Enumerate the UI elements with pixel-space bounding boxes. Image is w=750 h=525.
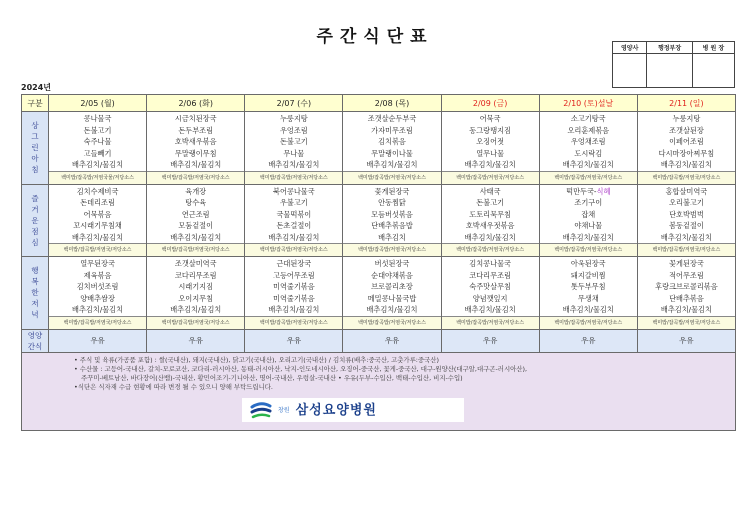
dish-list xyxy=(540,257,637,316)
dish-item: 숙주나물 xyxy=(83,137,112,146)
dish-item: 양배추쌈장 xyxy=(80,293,115,303)
dish-list xyxy=(540,185,637,244)
dish-item: 배추김치/물김치 xyxy=(170,232,222,242)
dish-item: 배추김치/물김치 xyxy=(366,160,418,169)
meal-label-char: 그 xyxy=(31,132,39,142)
dish-item: 열무된장국 xyxy=(80,259,115,268)
day-header: 2/08 (목) xyxy=(343,95,441,112)
dish-item: 무말랭이나물 xyxy=(371,148,413,158)
dish-list xyxy=(540,112,637,171)
day-header: 2/09 (금) xyxy=(441,95,539,112)
meal-cell xyxy=(343,112,441,185)
dish-item: 배추김치/물김치 xyxy=(170,160,222,169)
dish-item: 홍합살미역국 xyxy=(665,186,708,196)
dish-item: 미역줄기볶음 xyxy=(273,293,315,303)
dish-item: 우엉채조림 xyxy=(570,137,606,146)
dish-list xyxy=(343,112,440,171)
dish-item: 배추김치/물김치 xyxy=(72,305,124,314)
dish-list xyxy=(442,257,539,316)
notes-cell xyxy=(22,352,736,430)
snack-cell: 우유 xyxy=(637,329,735,352)
dish-item: 배추김치/물김치 xyxy=(72,160,124,169)
meal-label-char: 거 xyxy=(31,204,39,214)
meal-label-char: 운 xyxy=(31,215,39,225)
day-header: 2/07 (수) xyxy=(245,95,343,112)
meal-cell xyxy=(539,184,637,257)
dish-item: 배추김치/물김치 xyxy=(366,305,418,314)
dish-item: 배추김치/물김치 xyxy=(660,232,712,242)
origin-note: •식단은 식자재 수급 현황에 따라 변경 될 수 있으니 양해 부탁드립니다. xyxy=(74,383,273,392)
meal-label-char: 상 xyxy=(31,121,39,131)
dish-item: 양념깻잎지 xyxy=(472,293,508,303)
meal-cell xyxy=(343,184,441,257)
meal-label-char: 복 xyxy=(31,277,39,287)
meal-cell xyxy=(441,184,539,257)
meal-cell xyxy=(637,184,735,257)
dish-item: 배추김치/물김치 xyxy=(268,232,320,242)
dish-item: 버섯된장국 xyxy=(374,259,410,268)
dish-item: 사태국 xyxy=(479,186,501,196)
dish-item: 꽃게된장국 xyxy=(374,186,410,196)
snack-cell: 우유 xyxy=(343,329,441,352)
dish-item: 숙주맛살무침 xyxy=(469,282,511,291)
day-header: 2/05 (월) xyxy=(49,95,147,112)
dish-item: 조갯살미역국 xyxy=(174,259,217,268)
nutrition-note: 백미밥/잡곡밥/저염국/저당소스 xyxy=(147,316,244,329)
header-label: 구분 xyxy=(22,95,49,112)
dish-text: 떡만두국- xyxy=(566,186,597,196)
dish-list xyxy=(49,257,146,316)
dish-item: 김치볶음 xyxy=(378,137,406,146)
logo-sub-text: 창원 xyxy=(278,406,290,414)
dish-list xyxy=(49,185,146,244)
page-title: 주간식단표 xyxy=(316,27,434,47)
dish-item: 우엉조림 xyxy=(279,125,308,135)
dish-item: 고등어무조림 xyxy=(273,270,315,280)
dish-item: 단호박범벅 xyxy=(669,209,704,219)
snack-cell: 우유 xyxy=(147,329,245,352)
day-header: 2/06 (화) xyxy=(147,95,245,112)
snack-label xyxy=(22,329,49,352)
dish-item: 도토리묵무침 xyxy=(469,209,511,219)
dish-list xyxy=(49,112,146,171)
menu-table xyxy=(21,94,736,431)
meal-label xyxy=(22,112,49,185)
dish-item: 어묵볶음 xyxy=(83,209,112,219)
nutrition-note: 백미밥/잡곡밥/저염국/저당소스 xyxy=(49,316,146,329)
dish-item: 배추김치/물김치 xyxy=(170,305,222,314)
nutrition-note: 백미밥/잡곡밥/저염국/저당소스 xyxy=(245,243,342,256)
dish-item: 시금치된장국 xyxy=(174,114,217,123)
dish-item: 톳두부무침 xyxy=(570,282,606,291)
dish-item: 단배추볶음밥 xyxy=(371,221,413,230)
dish-item: 배추김치/물김치 xyxy=(464,305,516,314)
nutrition-note: 백미밥/잡곡밥/저염국/저당소스 xyxy=(49,243,146,256)
origin-note: 주꾸미-베트남산, 바다장어(산뱀)-국내산, 황민어조기-기니아산, 명어-국내산, 우렁살-국내산 • 우유(두부-수입산, 백태-수입산, 비지-수입) xyxy=(81,373,463,382)
dish-item: 배추김치/물김치 xyxy=(562,160,614,169)
dish-item: 우불고기 xyxy=(279,198,308,207)
dish-item: 연근조림 xyxy=(181,209,210,219)
year-label: 2024년 xyxy=(21,83,51,92)
dish-item: 오이지무침 xyxy=(178,293,214,303)
meal-label-char: 점 xyxy=(31,226,39,236)
dish-item: 야채나물 xyxy=(574,221,603,230)
dish-item: 배추김치/물김치 xyxy=(464,160,516,169)
dish-item: 봄동겉절이 xyxy=(669,221,704,230)
hospital-name: 삼성요양병원 xyxy=(295,402,377,418)
meal-cell xyxy=(147,112,245,185)
dish-item: 메밀콩나물국밥 xyxy=(367,293,417,303)
signature-box xyxy=(613,54,647,88)
dish-item: 후랑크브로콜리볶음 xyxy=(655,282,718,291)
dish-item: 배추김치/물김치 xyxy=(660,160,712,169)
snack-cell: 우유 xyxy=(245,329,343,352)
dish-item: 조기구이 xyxy=(574,198,603,207)
dish-item: 배추김치/물김치 xyxy=(562,305,614,314)
dish-list xyxy=(147,257,244,316)
meal-cell xyxy=(637,112,735,185)
dish-item: 다시마장아찌무침 xyxy=(658,148,715,158)
meal-label-char: 즐 xyxy=(31,193,39,203)
dish-highlight: 식혜 xyxy=(596,186,611,196)
dish-item: 누룽지탕 xyxy=(672,114,701,123)
dish-list xyxy=(343,185,440,244)
meal-cell xyxy=(245,184,343,257)
dish-item: 아욱된장국 xyxy=(570,259,606,268)
dish-item xyxy=(540,186,637,198)
meal-label-char: 행 xyxy=(31,266,39,276)
origin-note: • 주식 및 육류(가공품 포함) : 쌀(국내산), 돼지(국내산), 닭고기(국내산), 오리고기(국내산) / 김치류(배추:중국산, 고춧가루:중국산) xyxy=(74,355,439,364)
dish-item: 돈불고기 xyxy=(83,125,112,135)
meal-label-char: 녁 xyxy=(31,310,39,320)
snack-cell: 우유 xyxy=(441,329,539,352)
meal-label xyxy=(22,257,49,330)
meal-cell xyxy=(245,112,343,185)
dish-item: 호박새우볶음 xyxy=(174,137,217,146)
dish-item: 배추김치/물김치 xyxy=(72,232,124,242)
nutrition-note: 백미밥/잡곡밥/저염국/저당소스 xyxy=(442,243,539,256)
nutrition-note: 백미밥/잡곡밥/저염국/저당소스 xyxy=(343,171,440,184)
nutrition-note: 백미밥/잡곡밥/저염국/저당소스 xyxy=(147,171,244,184)
dish-list xyxy=(638,112,735,171)
dish-item: 육개장 xyxy=(185,186,207,196)
meal-row xyxy=(22,257,736,330)
dish-item: 무생채 xyxy=(577,293,599,303)
dish-item: 근대된장국 xyxy=(276,259,312,268)
nutrition-note: 백미밥/잡곡밥/저염국/저당소스 xyxy=(540,316,637,329)
nutrition-note: 백미밥/잡곡밥/저염국/저당소스 xyxy=(343,243,440,256)
meal-cell xyxy=(539,112,637,185)
signature-label: 행정부장 xyxy=(647,42,692,54)
dish-item: 시래기지짐 xyxy=(178,282,214,291)
snack-cell: 우유 xyxy=(49,329,147,352)
dish-item: 돈불고기 xyxy=(279,137,308,146)
day-header: 2/10 (토)설날 xyxy=(539,95,637,112)
day-header: 2/11 (일) xyxy=(637,95,735,112)
dish-item: 배추김치/물김치 xyxy=(464,232,516,242)
meal-cell xyxy=(343,257,441,330)
dish-item: 이페어조림 xyxy=(669,137,704,146)
dish-list xyxy=(442,185,539,244)
dish-item: 단배추볶음 xyxy=(669,293,704,303)
dish-item: 안동찜닭 xyxy=(378,198,406,207)
meal-cell xyxy=(441,257,539,330)
dish-item: 조갯살된장 xyxy=(669,125,704,135)
dish-item: 무나물 xyxy=(283,148,305,158)
dish-list xyxy=(147,112,244,171)
meal-cell xyxy=(637,257,735,330)
dish-item: 열무나물 xyxy=(476,148,505,158)
dish-item: 돼지갈비찜 xyxy=(570,270,606,280)
dish-item: 무말랭이무침 xyxy=(174,148,217,158)
snack-cell: 우유 xyxy=(539,329,637,352)
dish-list xyxy=(147,185,244,244)
dish-item: 잡채 xyxy=(581,209,596,219)
nutrition-note: 백미밥/잡곡밥/저염국/저당소스 xyxy=(638,171,735,184)
origin-note: • 수산물 : 고등어-국내산, 갈치-모로코산, 코다리-러시아산, 동태-러시아산, 낙지-인도네시아산, 오징어-중국산, 꽃게-중국산, 대구-원양산(대구알,대구곤-러시아산), xyxy=(74,364,528,373)
nutrition-note: 백미밥/잡곡밥/저염국/저당소스 xyxy=(147,243,244,256)
dish-item: 김치콩나물국 xyxy=(469,259,511,268)
dish-item: 돈데리조림 xyxy=(80,198,115,207)
dish-item: 브로콜리초장 xyxy=(371,282,413,291)
dish-item: 북어콩나물국 xyxy=(273,186,315,196)
nutrition-note: 백미밥/잡곡밥/저염국/저당소스 xyxy=(638,243,735,256)
dish-item: 오리훈제볶음 xyxy=(567,125,610,135)
dish-item: 배추김치/물김치 xyxy=(660,305,712,314)
dish-item: 꼬시래기무침채 xyxy=(73,221,122,230)
snack-row xyxy=(22,329,736,352)
dish-item: 오리불고기 xyxy=(669,198,704,207)
meal-label-char: 저 xyxy=(31,299,39,309)
signature-label: 영양사 xyxy=(613,42,647,54)
meal-cell xyxy=(245,257,343,330)
meal-row xyxy=(22,112,736,185)
dish-item: 조갯살순두부국 xyxy=(367,114,417,123)
dish-item: 모듬버섯볶음 xyxy=(371,209,413,219)
dish-item: 동그랑땡지짐 xyxy=(469,125,511,135)
dish-list xyxy=(245,185,342,244)
dish-item: 미역줄기볶음 xyxy=(273,282,315,291)
meal-cell xyxy=(147,184,245,257)
meal-cell xyxy=(441,112,539,185)
logo-mark-icon xyxy=(250,401,272,419)
nutrition-note: 백미밥/잡곡밥/저염국/저당소스 xyxy=(540,171,637,184)
meal-label-char: 심 xyxy=(31,237,39,247)
dish-item: 소고기탕국 xyxy=(570,114,606,123)
dish-item: 고들빼기 xyxy=(83,148,112,158)
dish-item: 배추김치/물김치 xyxy=(562,232,614,242)
dish-item: 콩나물국 xyxy=(83,114,112,123)
nutrition-note: 백미밥/잡곡밥/저염국/저당소스 xyxy=(245,171,342,184)
meal-cell xyxy=(49,184,147,257)
dish-item: 제육볶음 xyxy=(83,270,112,280)
dish-item: 탕수육 xyxy=(185,198,207,207)
dish-item: 배추김치/물김치 xyxy=(268,160,320,169)
signature-label: 병 원 장 xyxy=(692,42,734,54)
dish-list xyxy=(638,185,735,244)
dish-item: 돈두부조림 xyxy=(178,125,214,135)
dish-item: 코다리무조림 xyxy=(174,270,217,280)
meal-cell xyxy=(49,257,147,330)
meal-label-char: 린 xyxy=(31,143,39,153)
dish-item: 배추김치 xyxy=(378,232,406,242)
dish-item: 모둠겉절이 xyxy=(178,221,214,230)
meal-cell xyxy=(539,257,637,330)
signature-box xyxy=(692,54,734,88)
signature-box xyxy=(647,54,692,88)
dish-item: 돈초걸절이 xyxy=(276,221,312,230)
snack-label-text: 간식 xyxy=(27,341,43,351)
meal-label-char: 아 xyxy=(31,154,39,164)
meal-row xyxy=(22,184,736,257)
dish-item: 김치버섯조림 xyxy=(76,282,119,291)
meal-label-char: 침 xyxy=(31,165,39,175)
snack-label-text: 영양 xyxy=(27,330,43,340)
dish-item: 꽃게된장국 xyxy=(669,259,704,268)
dish-item: 도시락김 xyxy=(574,148,603,158)
nutrition-note: 백미밥/잡곡밥/저염국/저당소스 xyxy=(245,316,342,329)
dish-list xyxy=(638,257,735,316)
dish-item: 코다리무조림 xyxy=(469,270,511,280)
dish-list xyxy=(245,112,342,171)
dish-item: 적어무조림 xyxy=(669,270,704,280)
dish-item: 김치수제비국 xyxy=(76,186,119,196)
dish-item: 오징어젓 xyxy=(476,137,505,146)
nutrition-note: 백미밥/잡곡밥/저염국/저당소스 xyxy=(540,243,637,256)
meal-cell xyxy=(147,257,245,330)
dish-item: 국물떡볶이 xyxy=(276,209,312,219)
nutrition-note: 백미밥/잡곡밥/저염국/저당소스 xyxy=(343,316,440,329)
dish-list xyxy=(245,257,342,316)
meal-cell xyxy=(49,112,147,185)
signature-table xyxy=(612,41,735,88)
hospital-logo xyxy=(242,398,464,422)
dish-list xyxy=(442,112,539,171)
dish-item: 가자미무조림 xyxy=(371,125,413,135)
dish-item: 어묵국 xyxy=(479,114,501,123)
nutrition-note: 백미밥/잡곡밥/저염국/저당소스 xyxy=(442,316,539,329)
dish-item: 배추김치/물김치 xyxy=(268,305,320,314)
dish-item: 순대야채볶음 xyxy=(371,270,413,280)
nutrition-note: 백미밥/잡곡밥/저염국물/저당소스 xyxy=(49,171,146,184)
dish-list xyxy=(343,257,440,316)
nutrition-note: 백미밥/잡곡밥/저염국/저당소스 xyxy=(442,171,539,184)
dish-item: 돈불고기 xyxy=(476,198,505,207)
meal-label xyxy=(22,184,49,257)
meal-label-char: 한 xyxy=(31,288,39,298)
notes-row xyxy=(22,352,736,430)
nutrition-note: 백미밥/잡곡밥/저염국/저당소스 xyxy=(638,316,735,329)
dish-item: 호박새우젓볶음 xyxy=(465,221,515,230)
dish-item: 누룽지탕 xyxy=(279,114,308,123)
